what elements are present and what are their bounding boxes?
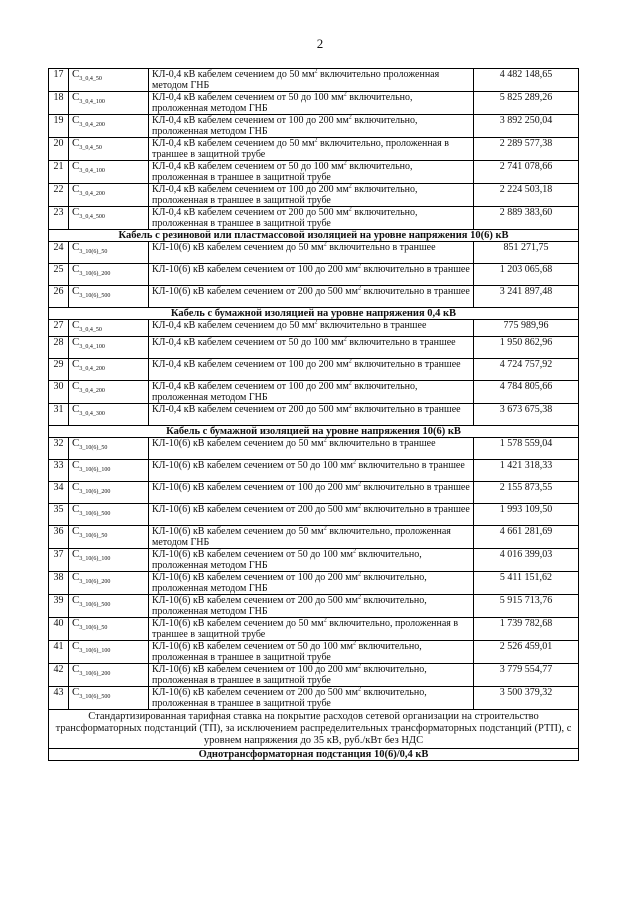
rate-value: 775 989,96: [474, 320, 579, 337]
row-description: [149, 687, 474, 710]
description-text: КЛ-10(6) кВ кабелем сечением до 50 мм: [152, 438, 324, 449]
row-description: [149, 526, 474, 549]
table-row: [49, 460, 579, 482]
rate-code-index: 3_10(6)_50: [79, 533, 108, 539]
rate-code-letter: C: [72, 114, 80, 126]
rate-value: 5 915 713,76: [474, 595, 579, 618]
description-text: включительно проложенная методом ГНБ: [152, 69, 440, 91]
row-description: [149, 264, 474, 286]
description-text: включительно, проложенная методом ГНБ: [152, 595, 427, 617]
table-row: [49, 381, 579, 404]
description-text: КЛ-10(6) кВ кабелем сечением от 200 до 500 мм: [152, 687, 358, 698]
table-row: [49, 264, 579, 286]
rate-code-letter: C: [72, 319, 80, 331]
rate-code: [69, 549, 149, 572]
row-description: [149, 286, 474, 308]
rate-value: 1 203 065,68: [474, 264, 579, 286]
row-description: [149, 381, 474, 404]
rate-code-index: 3_10(6)_200: [79, 489, 111, 495]
rate-value: 2 155 873,55: [474, 482, 579, 504]
row-number: 39: [49, 595, 69, 618]
rate-value: 2 289 577,38: [474, 138, 579, 161]
description-text: включительно, проложенная в траншее в защитной трубе: [152, 138, 449, 160]
row-description: [149, 595, 474, 618]
rate-code-index: 3_0,4_200: [79, 191, 105, 197]
unit-superscript: 2: [348, 380, 352, 387]
description-text: КЛ-0,4 кВ кабелем сечением от 100 до 200 мм: [152, 381, 349, 392]
tariff-table: [48, 68, 579, 761]
rate-value: 4 661 281,69: [474, 526, 579, 549]
rate-code-index: 3_0,4_300: [79, 411, 105, 417]
description-text: КЛ-10(6) кВ кабелем сечением от 100 до 200 мм: [152, 264, 358, 275]
unit-superscript: 2: [348, 403, 352, 410]
row-description: [149, 641, 474, 664]
row-number: 40: [49, 618, 69, 641]
row-number: 24: [49, 242, 69, 264]
description-text: КЛ-10(6) кВ кабелем сечением до 50 мм: [152, 242, 324, 253]
row-description: [149, 184, 474, 207]
section-heading: Кабель с бумажной изоляцией на уровне напряжения 10(6) кВ: [49, 426, 579, 438]
rate-code: [69, 359, 149, 381]
rate-value: 4 724 757,92: [474, 359, 579, 381]
rate-code-letter: C: [72, 525, 80, 537]
rate-code-index: 3_10(6)_500: [79, 293, 111, 299]
unit-superscript: 2: [348, 114, 352, 121]
description-text: КЛ-0,4 кВ кабелем сечением от 50 до 100 мм: [152, 161, 344, 172]
row-number: 18: [49, 92, 69, 115]
description-text: включительно, проложенная методом ГНБ: [152, 549, 422, 571]
table-row: [49, 242, 579, 264]
rate-code-letter: C: [72, 206, 80, 218]
unit-superscript: 2: [357, 571, 361, 578]
unit-superscript: 2: [352, 459, 356, 466]
section-row: [49, 749, 579, 761]
unit-superscript: 2: [343, 336, 347, 343]
rate-value: 2 741 078,66: [474, 161, 579, 184]
rate-code-letter: C: [72, 358, 80, 370]
unit-superscript: 2: [314, 68, 318, 75]
unit-superscript: 2: [343, 160, 347, 167]
rate-value: 3 779 554,77: [474, 664, 579, 687]
row-number: 33: [49, 460, 69, 482]
table-row: [49, 337, 579, 359]
table-row: [49, 92, 579, 115]
rate-value: 5 825 289,26: [474, 92, 579, 115]
unit-superscript: 2: [314, 319, 318, 326]
description-text: включительно в траншее: [326, 438, 436, 449]
section-heading: Кабель с бумажной изоляцией на уровне напряжения 0,4 кВ: [49, 308, 579, 320]
description-text: КЛ-0,4 кВ кабелем сечением от 50 до 100 мм: [152, 92, 344, 103]
row-number: 35: [49, 504, 69, 526]
rate-code-index: 3_10(6)_50: [79, 625, 108, 631]
table-row: [49, 641, 579, 664]
page-number: 2: [316, 36, 324, 51]
rate-code: [69, 337, 149, 359]
row-description: [149, 359, 474, 381]
description-text: включительно в траншее: [351, 404, 461, 415]
table-row: [49, 438, 579, 460]
rate-value: 851 271,75: [474, 242, 579, 264]
rate-code: [69, 242, 149, 264]
rate-code-index: 3_10(6)_500: [79, 602, 111, 608]
rate-code-letter: C: [72, 91, 80, 103]
rate-code-letter: C: [72, 571, 80, 583]
rate-code-index: 3_0,4_500: [79, 214, 105, 220]
table-row: [49, 482, 579, 504]
row-number: 29: [49, 359, 69, 381]
description-text: КЛ-10(6) кВ кабелем сечением от 200 до 500 мм: [152, 595, 358, 606]
row-number: 42: [49, 664, 69, 687]
rate-value: 3 892 250,04: [474, 115, 579, 138]
description-text: включительно в траншее: [355, 460, 465, 471]
rate-code-index: 3_10(6)_50: [79, 249, 108, 255]
rate-code-index: 3_10(6)_50: [79, 445, 108, 451]
description-text: включительно, проложенная в траншее в защитной трубе: [152, 184, 418, 206]
table-row: [49, 161, 579, 184]
row-description: [149, 207, 474, 230]
unit-superscript: 2: [323, 437, 327, 444]
rate-value: 3 500 379,32: [474, 687, 579, 710]
description-text: КЛ-10(6) кВ кабелем сечением от 200 до 500 мм: [152, 504, 358, 515]
rate-code-index: 3_0,4_100: [79, 168, 105, 174]
description-text: КЛ-0,4 кВ кабелем сечением от 100 до 200 мм: [152, 359, 349, 370]
rate-value: 2 526 459,01: [474, 641, 579, 664]
section-row: [49, 308, 579, 320]
description-text: КЛ-10(6) кВ кабелем сечением от 100 до 200 мм: [152, 572, 358, 583]
rate-code: [69, 664, 149, 687]
rate-code: [69, 618, 149, 641]
description-text: включительно, проложенная в траншее в защитной трубе: [152, 687, 427, 709]
row-description: [149, 504, 474, 526]
row-number: 25: [49, 264, 69, 286]
row-description: [149, 482, 474, 504]
rate-code-letter: C: [72, 617, 80, 629]
table-row: [49, 595, 579, 618]
table-row: [49, 115, 579, 138]
rate-code-letter: C: [72, 437, 80, 449]
rate-code: [69, 572, 149, 595]
description-text: включительно в траншее: [326, 242, 436, 253]
row-description: [149, 242, 474, 264]
description-text: включительно, проложенная методом ГНБ: [152, 381, 418, 403]
row-number: 34: [49, 482, 69, 504]
rate-code-index: 3_10(6)_200: [79, 579, 111, 585]
unit-superscript: 2: [323, 617, 327, 624]
row-number: 20: [49, 138, 69, 161]
unit-superscript: 2: [348, 358, 352, 365]
rate-code-index: 3_0,4_100: [79, 344, 105, 350]
description-text: КЛ-10(6) кВ кабелем сечением от 100 до 200 мм: [152, 664, 358, 675]
rate-code: [69, 404, 149, 426]
table-row: [49, 138, 579, 161]
row-description: [149, 549, 474, 572]
rate-value: 1 739 782,68: [474, 618, 579, 641]
rate-value: 1 421 318,33: [474, 460, 579, 482]
rate-code-index: 3_0,4_100: [79, 99, 105, 105]
description-text: включительно, проложенная в траншее в защитной трубе: [152, 207, 418, 229]
rate-code-index: 3_10(6)_100: [79, 467, 111, 473]
note-text: Стандартизированная тарифная ставка на покрытие расходов сетевой организации на строительство трансформаторных подстанций (ТП), за исключением распределительных трансформаторных подстанций (РТП), с уровнем напряжения до 35 кВ, руб./кВт без НДС: [49, 710, 579, 749]
section-heading: Однотрансформаторная подстанция 10(6)/0,4 кВ: [49, 749, 579, 761]
description-text: КЛ-0,4 кВ кабелем сечением до 50 мм: [152, 320, 315, 331]
row-number: 23: [49, 207, 69, 230]
description-text: включительно, проложенная в траншее в защитной трубе: [152, 664, 427, 686]
rate-code-index: 3_0,4_50: [79, 76, 102, 82]
unit-superscript: 2: [314, 137, 318, 144]
row-description: [149, 161, 474, 184]
description-text: включительно в траншее: [360, 504, 470, 515]
rate-code-index: 3_0,4_200: [79, 122, 105, 128]
rate-code-letter: C: [72, 68, 80, 80]
rate-code: [69, 207, 149, 230]
description-text: КЛ-0,4 кВ кабелем сечением от 100 до 200 мм: [152, 184, 349, 195]
row-number: 38: [49, 572, 69, 595]
table-row: [49, 664, 579, 687]
row-number: 19: [49, 115, 69, 138]
rate-code-letter: C: [72, 403, 80, 415]
rate-code: [69, 482, 149, 504]
rate-code: [69, 526, 149, 549]
description-text: КЛ-10(6) кВ кабелем сечением до 50 мм: [152, 526, 324, 537]
rate-code-letter: C: [72, 459, 80, 471]
description-text: КЛ-0,4 кВ кабелем сечением от 200 до 500 мм: [152, 207, 349, 218]
rate-value: 2 224 503,18: [474, 184, 579, 207]
rate-value: 1 578 559,04: [474, 438, 579, 460]
rate-code-index: 3_10(6)_500: [79, 511, 111, 517]
row-number: 28: [49, 337, 69, 359]
section-heading: Кабель с резиновой или пластмассовой изоляцией на уровне напряжения 10(6) кВ: [49, 230, 579, 242]
table-row: [49, 687, 579, 710]
rate-code: [69, 138, 149, 161]
rate-code-letter: C: [72, 503, 80, 515]
rate-code: [69, 595, 149, 618]
rate-code-letter: C: [72, 686, 80, 698]
unit-superscript: 2: [357, 285, 361, 292]
table-row: [49, 549, 579, 572]
rate-code-index: 3_0,4_200: [79, 388, 105, 394]
section-row: [49, 426, 579, 438]
table-row: [49, 572, 579, 595]
table-row: [49, 69, 579, 92]
description-text: включительно в траншее: [360, 482, 470, 493]
rate-code-letter: C: [72, 336, 80, 348]
unit-superscript: 2: [357, 686, 361, 693]
rate-value: 3 673 675,38: [474, 404, 579, 426]
row-description: [149, 337, 474, 359]
rate-code-index: 3_10(6)_100: [79, 648, 111, 654]
description-text: включительно, проложенная методом ГНБ: [152, 115, 418, 137]
tariff-table-body: [49, 69, 579, 761]
row-number: 43: [49, 687, 69, 710]
rate-code-index: 3_10(6)_200: [79, 271, 111, 277]
unit-superscript: 2: [352, 548, 356, 555]
description-text: включительно, проложенная методом ГНБ: [152, 92, 413, 114]
description-text: включительно в траншее: [360, 264, 470, 275]
rate-code: [69, 438, 149, 460]
row-number: 26: [49, 286, 69, 308]
table-row: [49, 320, 579, 337]
row-description: [149, 438, 474, 460]
row-description: [149, 92, 474, 115]
description-text: включительно в траншее: [351, 359, 461, 370]
row-number: 41: [49, 641, 69, 664]
description-text: КЛ-0,4 кВ кабелем сечением от 100 до 200 мм: [152, 115, 349, 126]
row-description: [149, 69, 474, 92]
rate-code-letter: C: [72, 640, 80, 652]
row-number: 22: [49, 184, 69, 207]
rate-value: 5 411 151,62: [474, 572, 579, 595]
rate-code: [69, 92, 149, 115]
rate-code-index: 3_0,4_50: [79, 327, 102, 333]
row-number: 21: [49, 161, 69, 184]
unit-superscript: 2: [348, 206, 352, 213]
unit-superscript: 2: [323, 525, 327, 532]
table-row: [49, 526, 579, 549]
row-description: [149, 138, 474, 161]
rate-value: 3 241 897,48: [474, 286, 579, 308]
table-row: [49, 286, 579, 308]
table-row: [49, 359, 579, 381]
rate-code-letter: C: [72, 594, 80, 606]
rate-code-letter: C: [72, 137, 80, 149]
rate-code: [69, 115, 149, 138]
row-description: [149, 404, 474, 426]
row-number: 36: [49, 526, 69, 549]
rate-code-index: 3_0,4_200: [79, 366, 105, 372]
unit-superscript: 2: [352, 640, 356, 647]
unit-superscript: 2: [323, 241, 327, 248]
section-row: [49, 230, 579, 242]
description-text: включительно, проложенная методом ГНБ: [152, 572, 427, 594]
unit-superscript: 2: [357, 663, 361, 670]
rate-code-letter: C: [72, 481, 80, 493]
rate-code: [69, 161, 149, 184]
rate-code-letter: C: [72, 241, 80, 253]
rate-code-letter: C: [72, 663, 80, 675]
rate-code: [69, 264, 149, 286]
rate-code: [69, 641, 149, 664]
row-description: [149, 460, 474, 482]
description-text: КЛ-10(6) кВ кабелем сечением от 50 до 100 мм: [152, 460, 353, 471]
rate-code-index: 3_10(6)_500: [79, 694, 111, 700]
description-text: КЛ-0,4 кВ кабелем сечением до 50 мм: [152, 69, 315, 80]
rate-code: [69, 381, 149, 404]
rate-code-index: 3_10(6)_200: [79, 671, 111, 677]
rate-code-index: 3_0,4_50: [79, 145, 102, 151]
unit-superscript: 2: [357, 594, 361, 601]
row-number: 31: [49, 404, 69, 426]
rate-value: 4 016 399,03: [474, 549, 579, 572]
row-description: [149, 618, 474, 641]
description-text: КЛ-10(6) кВ кабелем сечением от 50 до 100 мм: [152, 641, 353, 652]
rate-code: [69, 504, 149, 526]
unit-superscript: 2: [343, 91, 347, 98]
rate-code: [69, 69, 149, 92]
description-text: КЛ-10(6) кВ кабелем сечением от 100 до 200 мм: [152, 482, 358, 493]
rate-code: [69, 320, 149, 337]
unit-superscript: 2: [357, 263, 361, 270]
description-text: включительно, проложенная методом ГНБ: [152, 526, 451, 548]
description-text: КЛ-0,4 кВ кабелем сечением от 50 до 100 мм: [152, 337, 344, 348]
unit-superscript: 2: [357, 503, 361, 510]
row-number: 27: [49, 320, 69, 337]
rate-code: [69, 460, 149, 482]
row-description: [149, 115, 474, 138]
rate-code-index: 3_10(6)_100: [79, 556, 111, 562]
rate-code-letter: C: [72, 285, 80, 297]
description-text: КЛ-10(6) кВ кабелем сечением от 200 до 500 мм: [152, 286, 358, 297]
rate-code-letter: C: [72, 380, 80, 392]
description-text: КЛ-0,4 кВ кабелем сечением от 200 до 500 мм: [152, 404, 349, 415]
rate-code-letter: C: [72, 160, 80, 172]
rate-code-letter: C: [72, 183, 80, 195]
row-number: 30: [49, 381, 69, 404]
rate-value: 2 889 383,60: [474, 207, 579, 230]
row-number: 32: [49, 438, 69, 460]
rate-value: 1 950 862,96: [474, 337, 579, 359]
unit-superscript: 2: [357, 481, 361, 488]
unit-superscript: 2: [348, 183, 352, 190]
description-text: включительно в траншее: [360, 286, 470, 297]
table-row: [49, 618, 579, 641]
table-row: [49, 207, 579, 230]
note-row: [49, 710, 579, 749]
rate-value: 1 993 109,50: [474, 504, 579, 526]
rate-code: [69, 687, 149, 710]
rate-code: [69, 286, 149, 308]
description-text: включительно, проложенная в траншее в защитной трубе: [152, 641, 422, 663]
row-number: 17: [49, 69, 69, 92]
description-text: включительно, проложенная в траншее в защитной трубе: [152, 161, 413, 183]
rate-code-letter: C: [72, 263, 80, 275]
description-text: КЛ-10(6) кВ кабелем сечением до 50 мм: [152, 618, 324, 629]
rate-code-letter: C: [72, 548, 80, 560]
table-row: [49, 404, 579, 426]
row-description: [149, 572, 474, 595]
table-row: [49, 504, 579, 526]
row-description: [149, 664, 474, 687]
rate-code: [69, 184, 149, 207]
description-text: включительно в траншее: [346, 337, 456, 348]
table-row: [49, 184, 579, 207]
rate-value: 4 482 148,65: [474, 69, 579, 92]
row-number: 37: [49, 549, 69, 572]
description-text: КЛ-10(6) кВ кабелем сечением от 50 до 100 мм: [152, 549, 353, 560]
description-text: включительно в траншее: [317, 320, 427, 331]
rate-value: 4 784 805,66: [474, 381, 579, 404]
row-description: [149, 320, 474, 337]
description-text: КЛ-0,4 кВ кабелем сечением до 50 мм: [152, 138, 315, 149]
description-text: включительно, проложенная в траншее в защитной трубе: [152, 618, 459, 640]
